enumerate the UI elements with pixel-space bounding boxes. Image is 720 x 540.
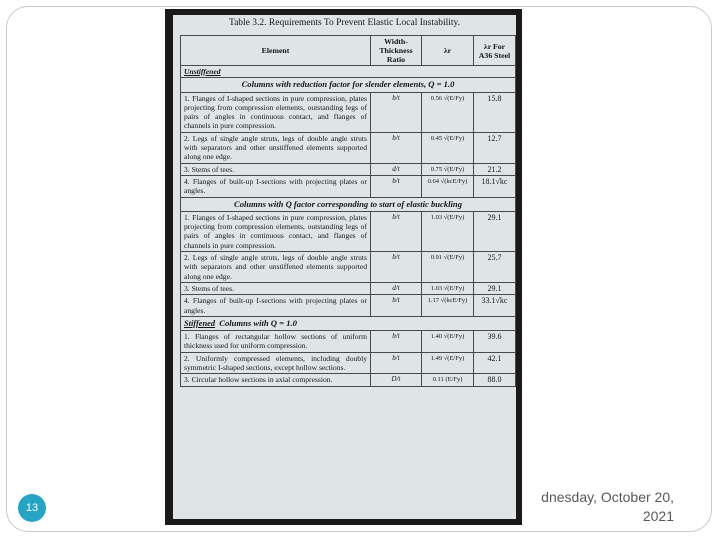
lambda-cell: 0.64 √(kcE/Fy) — [422, 175, 474, 197]
a36-cell: 18.1√kc — [474, 175, 516, 197]
ratio-cell: D/t — [371, 374, 422, 386]
table-row — [181, 175, 516, 197]
element-cell: 1. Flanges of I-shaped sections in pure compression, plates projecting from compression elements, outstanding legs of pairs of angles in continuous contact, and flanges of channels in pure compression. — [181, 211, 371, 251]
lambda-cell: 1.40 √(E/Fy) — [422, 331, 474, 353]
header-lambda: λr — [422, 36, 474, 66]
table-row — [181, 295, 516, 317]
lambda-cell: 1.03 √(E/Fy) — [422, 282, 474, 294]
element-cell: 3. Stems of tees. — [181, 163, 371, 175]
table-row — [181, 331, 516, 353]
a36-cell: 33.1√kc — [474, 295, 516, 317]
table-row — [181, 132, 516, 163]
table-row — [181, 163, 516, 175]
scanned-table-image — [165, 9, 522, 525]
ratio-cell: b/t — [371, 295, 422, 317]
table-row — [181, 374, 516, 386]
ratio-cell: b/t — [371, 352, 422, 374]
lambda-cell: 1.03 √(E/Fy) — [422, 211, 474, 251]
footer-date — [526, 488, 674, 526]
a36-cell: 21.2 — [474, 163, 516, 175]
ratio-cell: b/t — [371, 331, 422, 353]
section-row — [181, 66, 516, 78]
group-stiffened-row — [181, 316, 516, 330]
element-cell: 1. Flanges of I-shaped sections in pure compression, plates projecting from compression elements, outstanding legs of pairs of angles in continuous contact, and flanges of channels in pure compression. — [181, 92, 371, 132]
instability-table — [180, 35, 516, 387]
lambda-cell: 0.75 √(E/Fy) — [422, 163, 474, 175]
table-row — [181, 211, 516, 251]
a36-cell: 12.7 — [474, 132, 516, 163]
group-stiffened-title: Columns with Q = 1.0 — [219, 317, 297, 328]
a36-cell: 29.1 — [474, 211, 516, 251]
element-cell: 2. Uniformly compressed elements, including doubly symmetric I-shaped sections, except hollow sections. — [181, 352, 371, 374]
a36-cell: 42.1 — [474, 352, 516, 374]
table-row — [181, 252, 516, 283]
element-cell: 3. Circular hollow sections in axial compression. — [181, 374, 371, 386]
group-row — [181, 78, 516, 92]
a36-cell: 15.8 — [474, 92, 516, 132]
header-element: Element — [181, 36, 371, 66]
a36-cell: 29.1 — [474, 282, 516, 294]
lambda-cell: 1.17 √(kcE/Fy) — [422, 295, 474, 317]
header-row — [181, 36, 516, 66]
scanned-page — [173, 15, 516, 519]
section-unstiffened: Unstiffened — [181, 66, 516, 78]
ratio-cell: d/t — [371, 163, 422, 175]
header-ratio: Width-Thickness Ratio — [371, 36, 422, 66]
element-cell: 2. Legs of single angle struts, legs of double angle struts with separators and other unstiffened elements supported along one edge. — [181, 252, 371, 283]
table-row — [181, 92, 516, 132]
group-row — [181, 197, 516, 211]
ratio-cell: b/t — [371, 92, 422, 132]
header-a36: λr For A36 Steel — [474, 36, 516, 66]
group-reduction-title: Columns with reduction factor for slender elements, Q = 1.0 — [181, 78, 516, 92]
ratio-cell: b/t — [371, 252, 422, 283]
element-cell: 1. Flanges of rectangular hollow sections of uniform thickness used for uniform compression. — [181, 331, 371, 353]
lambda-cell: 1.49 √(E/Fy) — [422, 352, 474, 374]
ratio-cell: b/t — [371, 211, 422, 251]
a36-cell: 25.7 — [474, 252, 516, 283]
section-stiffened: Stiffened — [184, 318, 216, 328]
lambda-cell: 0.91 √(E/Fy) — [422, 252, 474, 283]
footer-date-line2: 2021 — [642, 508, 674, 524]
table-row — [181, 282, 516, 294]
element-cell: 4. Flanges of built-up I-sections with projecting plates or angles. — [181, 175, 371, 197]
table-caption: Table 3.2. Requirements To Prevent Elastic Local Instability. — [228, 18, 461, 28]
table-row — [181, 352, 516, 374]
group-row — [181, 316, 516, 330]
element-cell: 3. Stems of tees. — [181, 282, 371, 294]
slide-number-badge: 13 — [18, 494, 46, 522]
lambda-cell: 0.56 √(E/Fy) — [422, 92, 474, 132]
footer-date-line1: dnesday, October 20, — [541, 489, 674, 505]
element-cell: 4. Flanges of built-up I-sections with projecting plates or angles. — [181, 295, 371, 317]
lambda-cell: 0.11 (E/Fy) — [422, 374, 474, 386]
lambda-cell: 0.45 √(E/Fy) — [422, 132, 474, 163]
a36-cell: 88.0 — [474, 374, 516, 386]
a36-cell: 39.6 — [474, 331, 516, 353]
ratio-cell: b/t — [371, 132, 422, 163]
element-cell: 2. Legs of single angle struts, legs of double angle struts with separators and other unstiffened elements supported along one edge. — [181, 132, 371, 163]
ratio-cell: b/t — [371, 175, 422, 197]
ratio-cell: d/t — [371, 282, 422, 294]
group-qfactor-title: Columns with Q factor corresponding to start of elastic buckling — [181, 197, 516, 211]
